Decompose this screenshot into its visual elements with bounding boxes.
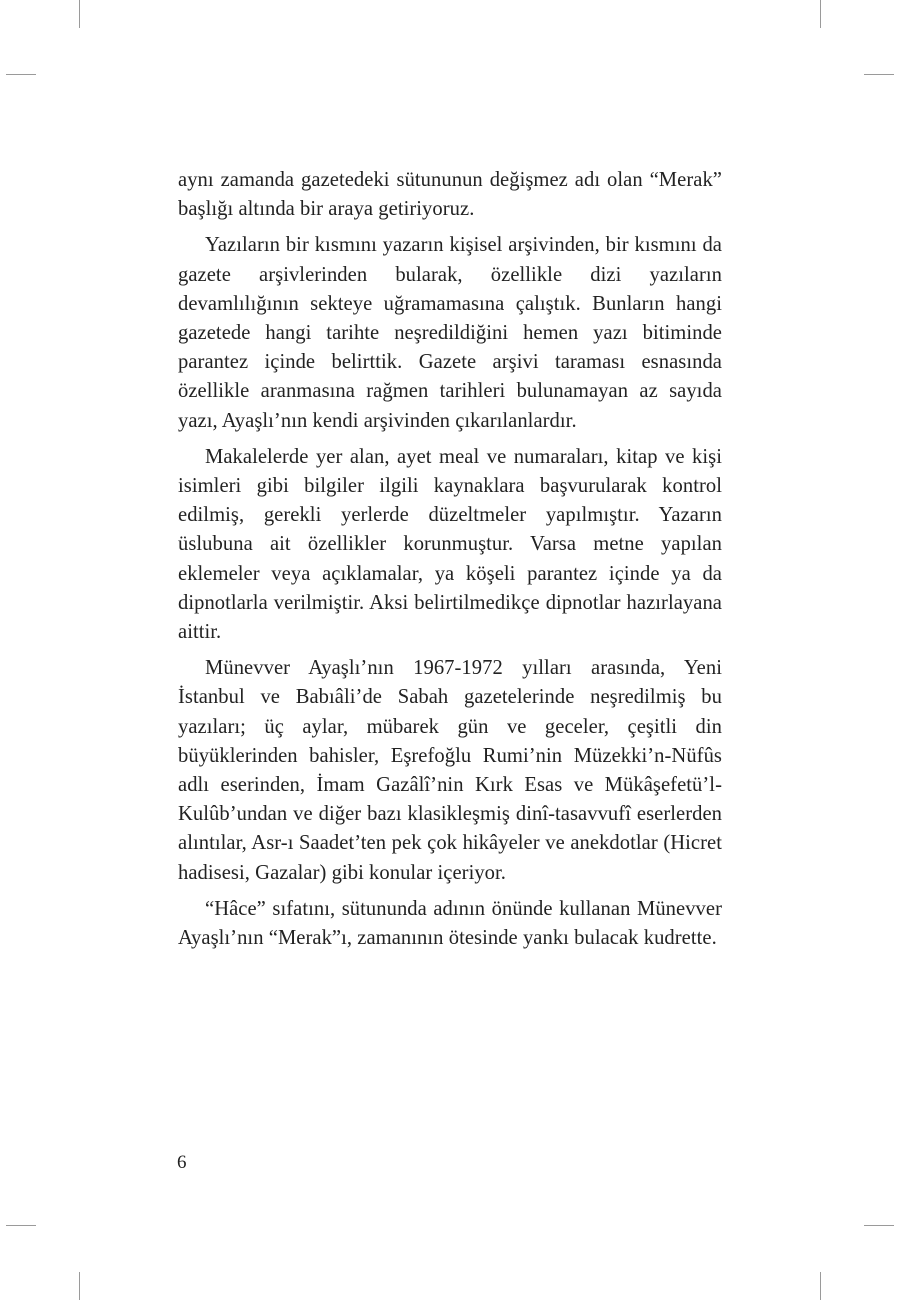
paragraph-5: “Hâce” sıfatını, sütununda adının önünde kullanan Münevver Ayaşlı’nın “Merak”ı, zamanının ötesinde yankı bulacak kudrette.: [178, 897, 722, 950]
crop-mark-left-bottom: [6, 1225, 36, 1226]
paragraph-1: aynı zamanda gazetedeki sütununun değişmez adı olan “Merak” başlığı altında bir araya getiriyoruz.: [178, 169, 722, 221]
crop-mark-top-left: [79, 0, 80, 28]
paragraph-4: Münevver Ayaşlı’nın 1967-1972 yılları arasında, Yeni İstanbul ve Babıâli’de Sabah gazetelerinde neşredilmiş bu yazıları; üç aylar, mübarek gün ve geceler, çeşitli din büyüklerinden bahisler, Eşrefoğlu Rumi’nin Müzekki’n-Nüfûs adlı eserinden, İmam Gazâlî’nin Kırk Esas ve Mükâşefetü’l-Kulûb’undan ve diğer bazı klasikleşmiş dinî-tasavvufî eserlerden alıntılar, Asr-ı Saadet’ten pek çok hikâyeler ve anekdotlar (Hicret hadisesi, Gazalar) gibi konular içeriyor.: [178, 657, 722, 884]
crop-mark-bottom-left: [79, 1272, 80, 1300]
crop-mark-bottom-right: [820, 1272, 821, 1300]
paragraph-2: Yazıların bir kısmını yazarın kişisel arşivinden, bir kısmını da gazete arşivlerinden bularak, özellikle dizi yazıların devamlılığının sekteye uğramamasına çalıştık. Bunların hangi gazetede hangi tarihte neşredildiğini hemen yazı bitiminde parantez içinde belirttik. Gazete arşivi taraması esnasında özellikle aranmasına rağmen tarihleri bulunamayan az sayıda yazı, Ayaşlı’nın kendi arşivinden çıkarılanlardır.: [178, 234, 722, 432]
body-text: [178, 166, 722, 960]
crop-mark-top-right: [820, 0, 821, 28]
page-number: 6: [177, 1152, 187, 1173]
paragraph-3: Makalelerde yer alan, ayet meal ve numaraları, kitap ve kişi isimleri gibi bilgiler ilgili kaynaklara başvurularak kontrol edilmiş, gerekli yerlerde düzeltmeler yapılmıştır. Yazarın üslubuna ait özellikler korunmuştur. Varsa metne yapılan eklemeler veya açıklamalar, ya köşeli parantez içinde ya da dipnotlarla verilmiştir. Aksi belirtilmedikçe dipnotlar hazırlayana aittir.: [178, 445, 722, 644]
crop-mark-left-top: [6, 74, 36, 75]
crop-mark-right-bottom: [864, 1225, 894, 1226]
crop-mark-right-top: [864, 74, 894, 75]
